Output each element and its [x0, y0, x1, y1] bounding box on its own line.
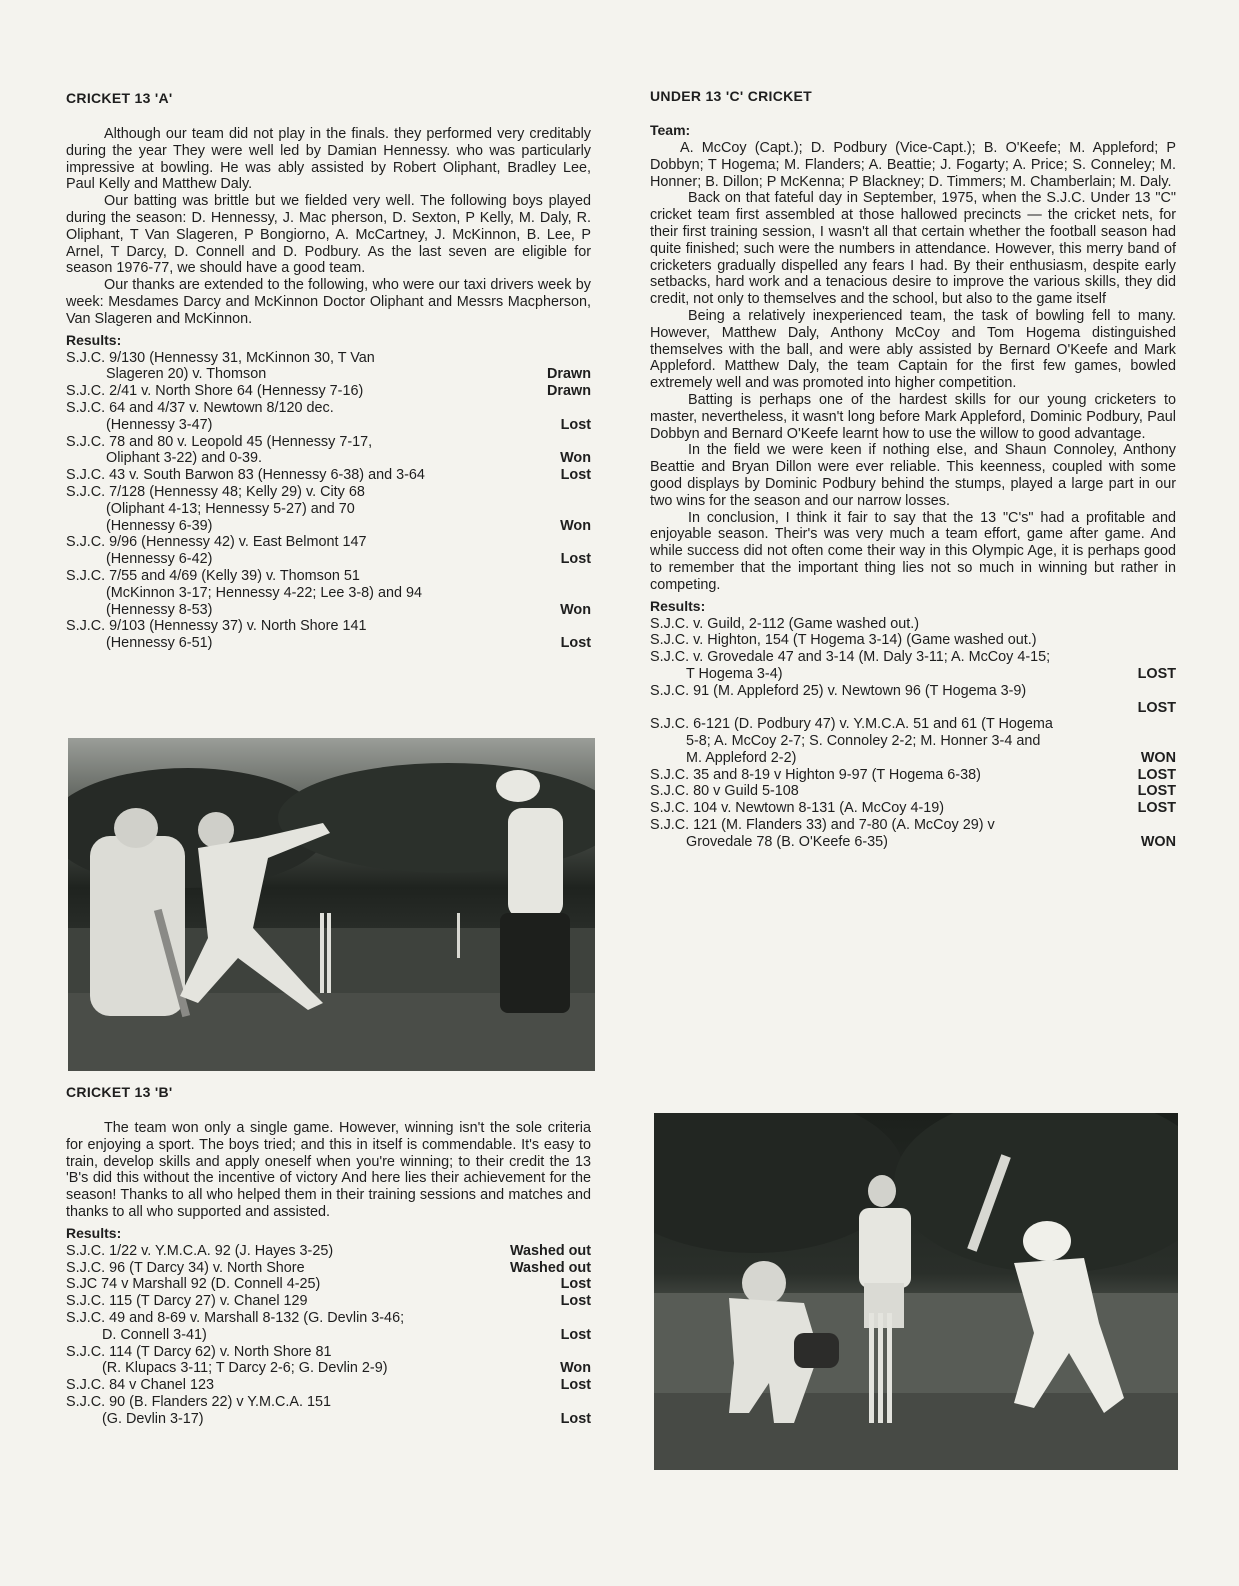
result-outcome: Lost	[560, 1293, 591, 1310]
result-outcome: Won	[560, 450, 591, 467]
result-outcome: Lost	[560, 1377, 591, 1394]
result-line: S.J.C. 7/128 (Hennessy 48; Kelly 29) v. City 68	[66, 483, 365, 500]
result-row	[66, 1293, 591, 1310]
result-line: S.J.C. 9/96 (Hennessy 42) v. East Belmont 147	[66, 534, 367, 551]
cricket-batsman-photo-icon	[654, 1113, 1178, 1470]
result-line: S.J.C. v. Highton, 154 (T Hogema 3-14) (Game washed out.)	[650, 632, 1037, 649]
result-outcome: WON	[1140, 749, 1176, 766]
result-outcome: Lost	[560, 1326, 591, 1343]
result-row	[66, 1377, 591, 1394]
result-row	[66, 383, 591, 400]
result-line: S.J.C. 104 v. Newtown 8-131 (A. McCoy 4-19)	[650, 800, 945, 817]
result-row	[66, 618, 591, 652]
result-outcome: Lost	[560, 551, 591, 568]
result-row	[650, 800, 1176, 817]
result-row	[66, 1276, 591, 1293]
results-list	[66, 1243, 591, 1428]
paragraph: Being a relatively inexperienced team, the task of bowling fell to many. However, Matthew Daly, Anthony McCoy and Tom Hogema distinguished themselves with the ball, and were ably assisted by Bernard O'Keefe and Mark Appleford. Matthew Daly, the team Captain for the first few games, bowled extremely well and was promoted into higher competition.	[650, 307, 1176, 392]
result-outcome: Lost	[560, 635, 591, 652]
result-outcome: Won	[560, 601, 591, 618]
result-row	[650, 683, 1176, 717]
result-line: M. Appleford 2-2)	[686, 749, 797, 766]
result-outcome: Washed out	[509, 1259, 591, 1276]
result-outcome: Lost	[560, 1410, 591, 1427]
result-row	[66, 1260, 591, 1277]
cricket-bowler-photo-icon	[68, 738, 595, 1071]
result-line: (R. Klupacs 3-11; T Darcy 2-6; G. Devlin 2-9)	[102, 1360, 388, 1377]
result-line: S.J.C. 84 v Chanel 123	[66, 1377, 214, 1394]
under-13-c-section	[650, 88, 1176, 851]
result-row	[66, 350, 591, 384]
result-line: T Hogema 3-4)	[686, 665, 783, 682]
result-row	[66, 1344, 591, 1378]
result-line: S.J.C. 43 v. South Barwon 83 (Hennessy 6-38) and 3-64	[66, 467, 425, 484]
result-line: S.J.C. 1/22 v. Y.M.C.A. 92 (J. Hayes 3-25)	[66, 1242, 334, 1259]
result-line: (Hennessy 6-42)	[106, 551, 213, 568]
result-line: S.J.C. 64 and 4/37 v. Newtown 8/120 dec.	[66, 399, 334, 416]
results-label: Results:	[66, 1224, 122, 1241]
result-line: S.J.C. 115 (T Darcy 27) v. Chanel 129	[66, 1293, 308, 1310]
result-row	[650, 817, 1176, 851]
result-line: S.J.C. 78 and 80 v. Leopold 45 (Hennessy 7-17,	[66, 433, 373, 450]
result-line: Slageren 20) v. Thomson	[106, 366, 267, 383]
result-row	[650, 649, 1176, 683]
result-outcome: LOST	[1137, 783, 1176, 800]
result-outcome: Won	[560, 517, 591, 534]
result-outcome: Drawn	[547, 366, 591, 383]
result-line: S.J.C. 6-121 (D. Podbury 47) v. Y.M.C.A. 51 and 61 (T Hogema	[650, 716, 1053, 733]
result-outcome: Lost	[560, 1276, 591, 1293]
team-label: Team:	[650, 122, 691, 138]
result-line: S.J.C. 7/55 and 4/69 (Kelly 39) v. Thomson 51	[66, 567, 360, 584]
result-line: S.J.C. 91 (M. Appleford 25) v. Newtown 96 (T Hogema 3-9)	[650, 682, 1027, 699]
paragraph: In the field we were keen if nothing else, and Shaun Connoley, Anthony Beattie and Bryan Dillon were ever reliable. This keenness, coupled with some good displays by Dominic Podbury behind the stumps, played a large part in our two wins for the season and our narrow losses.	[650, 442, 1176, 509]
result-outcome: Drawn	[547, 383, 591, 400]
result-line: S.J.C. 80 v Guild 5-108	[650, 783, 799, 800]
result-row	[66, 534, 591, 568]
result-outcome: LOST	[1137, 665, 1176, 682]
result-outcome: LOST	[1137, 699, 1176, 716]
result-outcome: Lost	[560, 416, 591, 433]
section-heading: CRICKET 13 'B'	[66, 1084, 173, 1100]
paragraph: Back on that fateful day in September, 1975, when the S.J.C. Under 13 "C" cricket team first assembled at those hallowed precincts — the cricket nets, for their first training session, I wasn't all that certain whether the football season had quite finished; such were the numbers in attendance. However, this merry band of cricketers gradually dispelled any fears I had. By their enthusiasm, despite early setbacks, hard work and a tenacious desire to improve the various skills, they did credit, not only to themselves and the school, but also to the game itself	[650, 190, 1176, 308]
result-outcome: Lost	[560, 467, 591, 484]
result-line: S.J.C. 9/103 (Hennessy 37) v. North Shore 141	[66, 618, 367, 635]
result-row	[650, 767, 1176, 784]
result-line: S.J.C. 114 (T Darcy 62) v. North Shore 81	[66, 1343, 332, 1360]
paragraph: Batting is perhaps one of the hardest skills for our young cricketers to master, nevertheless, it wasn't long before Mark Appleford, Dominic Podbury, Paul Dobbyn and Bernard O'Keefe learnt how to use the willow to good advantage.	[650, 391, 1176, 442]
results-label: Results:	[650, 597, 706, 614]
result-line: (Hennessy 8-53)	[106, 601, 213, 618]
results-label: Results:	[66, 331, 122, 348]
paragraph: Our batting was brittle but we fielded very well. The following boys played during the season: D. Hennessy, J. Mac pherson, D. Sexton, P Kelly, M. Daly, R. Oliphant, T Van Slageren, P Bongiorno, A. McCartney, J. McKinnon, B. Lee, P Arnel, T Darcy, D. Connell and D. Podbury. As the last seven are eligible for season 1976-77, we should have a good team.	[66, 193, 591, 277]
paragraph: Although our team did not play in the finals. they performed very creditably during the year They were well led by Damian Hennessy. who was particularly impressive at bowling. He was ably assisted by Robert Oliphant, Bradley Lee, Paul Kelly and Matthew Daly.	[66, 126, 591, 193]
result-line: S.J.C. 49 and 8-69 v. Marshall 8-132 (G. Devlin 3-46;	[66, 1309, 405, 1326]
result-line: (Oliphant 4-13; Hennessy 5-27) and 70	[106, 500, 355, 517]
result-line: S.J.C. v. Grovedale 47 and 3-14 (M. Daly 3-11; A. McCoy 4-15;	[650, 649, 1051, 666]
result-line: S.J.C. 90 (B. Flanders 22) v Y.M.C.A. 151	[66, 1393, 332, 1410]
team-list: A. McCoy (Capt.); D. Podbury (Vice-Capt.); B. O'Keefe; M. Appleford; P Dobbyn; T Hogema; M. Flanders; A. Beattie; J. Fogarty; A. Price; S. Conneley; M. Honner; B. Dillon; P McKenna; P Blackney; D. Timmers; M. Chamberlain; M. Daly.	[650, 140, 1176, 190]
result-line: S.J.C. 121 (M. Flanders 33) and 7-80 (A. McCoy 29) v	[650, 817, 995, 834]
paragraph: Our thanks are extended to the following, who were our taxi drivers week by week: Mesdames Darcy and McKinnon Doctor Oliphant and Messrs Macpherson, Van Slageren and McKinnon.	[66, 277, 591, 327]
result-line: S.J.C. 96 (T Darcy 34) v. North Shore	[66, 1259, 305, 1276]
section-heading: CRICKET 13 'A'	[66, 90, 173, 106]
result-line: Grovedale 78 (B. O'Keefe 6-35)	[686, 833, 888, 850]
result-line: D. Connell 3-41)	[102, 1326, 207, 1343]
result-row	[650, 616, 1176, 633]
result-outcome: LOST	[1137, 766, 1176, 783]
result-row	[66, 467, 591, 484]
result-row	[66, 1310, 591, 1344]
result-row	[66, 568, 591, 618]
cricket-13-a-section	[66, 90, 591, 652]
result-line: S.J.C. 35 and 8-19 v Highton 9-97 (T Hogema 6-38)	[650, 766, 981, 783]
result-outcome: LOST	[1137, 800, 1176, 817]
paragraph: The team won only a single game. However, winning isn't the sole criteria for enjoying a sport. The boys tried; and this in itself is commendable. It's easy to train, develop skills and apply oneself when you're winning; to their credit the 13 'B's did this without the incentive of victory And here lies their achievement for the season! Thanks to all who helped them in their training sessions and matches and thanks to all who supported and assisted.	[66, 1120, 591, 1220]
result-line: (Hennessy 6-51)	[106, 635, 213, 652]
cricket-bowler-photo	[68, 738, 595, 1071]
result-outcome: Won	[560, 1360, 591, 1377]
results-list	[66, 350, 591, 652]
result-outcome: Washed out	[509, 1242, 591, 1259]
result-row	[66, 484, 591, 534]
result-line: 5-8; A. McCoy 2-7; S. Connoley 2-2; M. Honner 3-4 and	[686, 733, 1041, 750]
result-row	[66, 1394, 591, 1428]
result-line: S.JC 74 v Marshall 92 (D. Connell 4-25)	[66, 1276, 321, 1293]
cricket-batsman-photo	[654, 1113, 1178, 1470]
result-line: (Hennessy 6-39)	[106, 517, 213, 534]
cricket-13-b-section	[66, 1084, 591, 1428]
result-line	[650, 700, 1176, 717]
result-line: S.J.C. v. Guild, 2-112 (Game washed out.)	[650, 615, 920, 632]
result-row	[66, 1243, 591, 1260]
section-heading: UNDER 13 'C' CRICKET	[650, 88, 813, 104]
result-line: Oliphant 3-22) and 0-39.	[106, 450, 262, 467]
result-line: (G. Devlin 3-17)	[102, 1410, 204, 1427]
paragraph: In conclusion, I think it fair to say that the 13 "C's" had a profitable and enjoyable season. Their's was very much a team effort, game after game. And while success did not often come their way in this Olympic Age, it is perhaps good to remember that the important thing lies not so much in winning but rather in competing.	[650, 509, 1176, 593]
results-list	[650, 616, 1176, 851]
result-row	[650, 783, 1176, 800]
result-row	[650, 716, 1176, 766]
result-row	[650, 632, 1176, 649]
result-row	[66, 434, 591, 468]
result-line: S.J.C. 9/130 (Hennessy 31, McKinnon 30, T Van	[66, 349, 375, 366]
result-outcome: WON	[1140, 833, 1176, 850]
result-row	[66, 400, 591, 434]
result-line: (McKinnon 3-17; Hennessy 4-22; Lee 3-8) and 94	[106, 584, 422, 601]
result-line: S.J.C. 2/41 v. North Shore 64 (Hennessy 7-16)	[66, 383, 364, 400]
result-line: (Hennessy 3-47)	[106, 416, 213, 433]
